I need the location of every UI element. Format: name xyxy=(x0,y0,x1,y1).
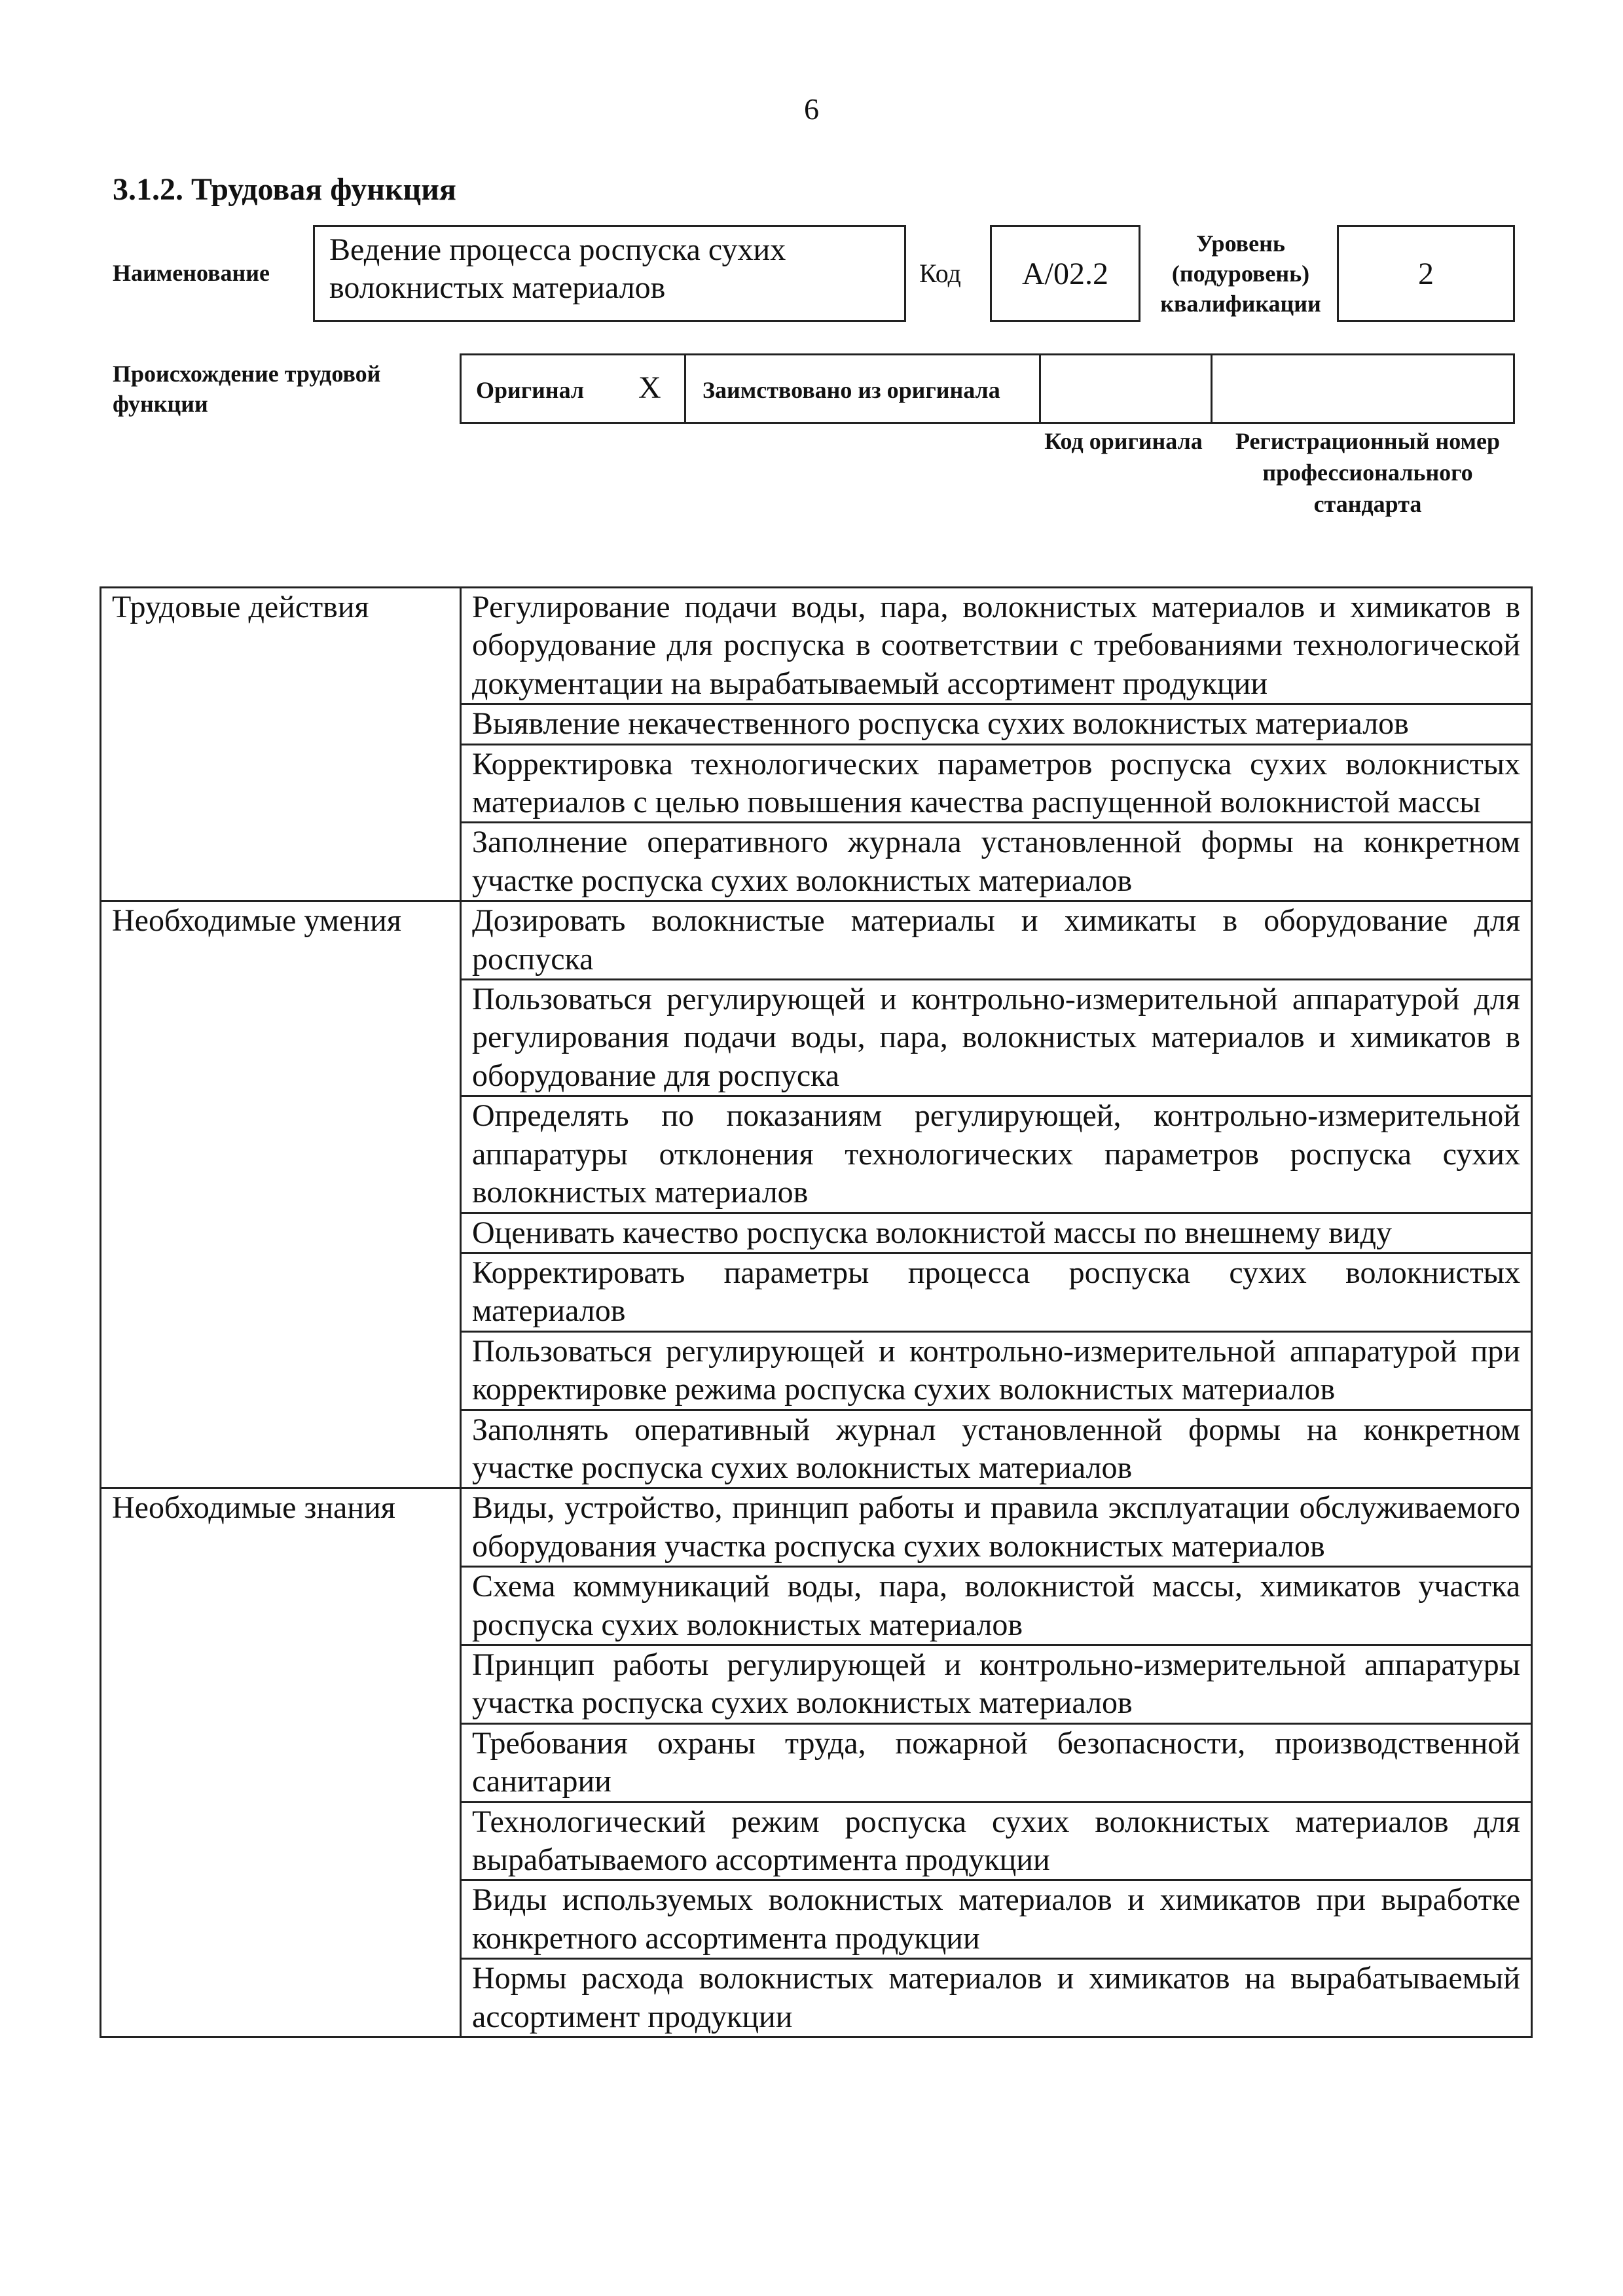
table-cell-item: Пользоваться регулирующей и контрольно-измерительной аппаратурой при корректировке режима роспуска сухих волокнистых материалов xyxy=(461,1331,1532,1410)
name-value-box xyxy=(313,225,906,322)
functions-table xyxy=(100,586,1533,2038)
table-cell-item: Виды используемых волокнистых материалов и химикатов при выработке конкретного ассортимента продукции xyxy=(461,1880,1532,1959)
table-row xyxy=(101,1488,1532,1567)
section-title-knowledge: Необходимые знания xyxy=(101,1488,461,2037)
page-number: 6 xyxy=(804,92,819,126)
table-cell-item: Корректировка технологических параметров роспуска сухих волокнистых материалов с целью повышения качества распущенной волокнистой массы xyxy=(461,744,1532,823)
table-cell-item: Регулирование подачи воды, пара, волокнистых материалов и химикатов в оборудование для роспуска в соответствии с требованиями технологической документации на вырабатываемый ассортимент продукции xyxy=(461,588,1532,704)
table-row xyxy=(101,901,1532,980)
table-cell-item: Заполнение оперативного журнала установленной формы на конкретном участке роспуска сухих волокнистых материалов xyxy=(461,823,1532,901)
table-cell-item: Принцип работы регулирующей и контрольно-измерительной аппаратуры участка роспуска сухих волокнистых материалов xyxy=(461,1645,1532,1723)
origin-divider-1 xyxy=(684,355,686,422)
table-cell-item: Оценивать качество роспуска волокнистой массы по внешнему виду xyxy=(461,1213,1532,1253)
code-value: A/02.2 xyxy=(1022,256,1108,291)
reg-number-caption: Регистрационный номер профессионального стандарта xyxy=(1235,428,1501,517)
table-cell-item: Требования охраны труда, пожарной безопасности, производственной санитарии xyxy=(461,1723,1532,1802)
table-cell-item: Схема коммуникаций воды, пара, волокнистой массы, химикатов участка роспуска сухих волокнистых материалов xyxy=(461,1567,1532,1645)
level-label: Уровень (подуровень) квалификации xyxy=(1160,230,1321,317)
origin-row xyxy=(460,353,1515,424)
section-title-skills: Необходимые умения xyxy=(101,901,461,1488)
table-cell-item: Корректировать параметры процесса роспуска сухих волокнистых материалов xyxy=(461,1253,1532,1331)
name-label: Наименование xyxy=(113,260,270,286)
section-title-labor-actions: Трудовые действия xyxy=(101,588,461,901)
table-cell-item: Технологический режим роспуска сухих волокнистых материалов для вырабатываемого ассортимента продукции xyxy=(461,1802,1532,1880)
table-row xyxy=(101,588,1532,704)
code-original-caption: Код оригинала xyxy=(1044,428,1203,454)
code-value-box xyxy=(990,225,1140,322)
level-value: 2 xyxy=(1418,256,1434,291)
borrowed-label: Заимствовано из оригинала xyxy=(702,377,1000,403)
level-value-box xyxy=(1337,225,1515,322)
code-label: Код xyxy=(919,259,961,288)
name-value: Ведение процесса роспуска сухих волокнистых материалов xyxy=(329,232,786,305)
original-label: Оригинал xyxy=(476,377,585,403)
table-cell-item: Нормы расхода волокнистых материалов и химикатов на вырабатываемый ассортимент продукции xyxy=(461,1959,1532,2037)
origin-divider-2 xyxy=(1039,355,1041,422)
table-cell-item: Заполнять оперативный журнал установленной формы на конкретном участке роспуска сухих волокнистых материалов xyxy=(461,1410,1532,1488)
table-cell-item: Дозировать волокнистые материалы и химикаты в оборудование для роспуска xyxy=(461,901,1532,980)
origin-divider-3 xyxy=(1211,355,1213,422)
origin-label: Происхождение трудовой функции xyxy=(113,361,381,417)
section-title: 3.1.2. Трудовая функция xyxy=(113,172,456,207)
original-mark: X xyxy=(638,370,661,405)
table-cell-item: Пользоваться регулирующей и контрольно-измерительной аппаратурой для регулирования подачи воды, пара, волокнистых материалов и химикатов в оборудование для роспуска xyxy=(461,980,1532,1096)
table-cell-item: Виды, устройство, принцип работы и правила эксплуатации обслуживаемого оборудования участка роспуска сухих волокнистых материалов xyxy=(461,1488,1532,1567)
table-cell-item: Выявление некачественного роспуска сухих волокнистых материалов xyxy=(461,704,1532,744)
table-cell-item: Определять по показаниям регулирующей, контрольно-измерительной аппаратуры отклонения технологических параметров роспуска сухих волокнистых материалов xyxy=(461,1096,1532,1213)
